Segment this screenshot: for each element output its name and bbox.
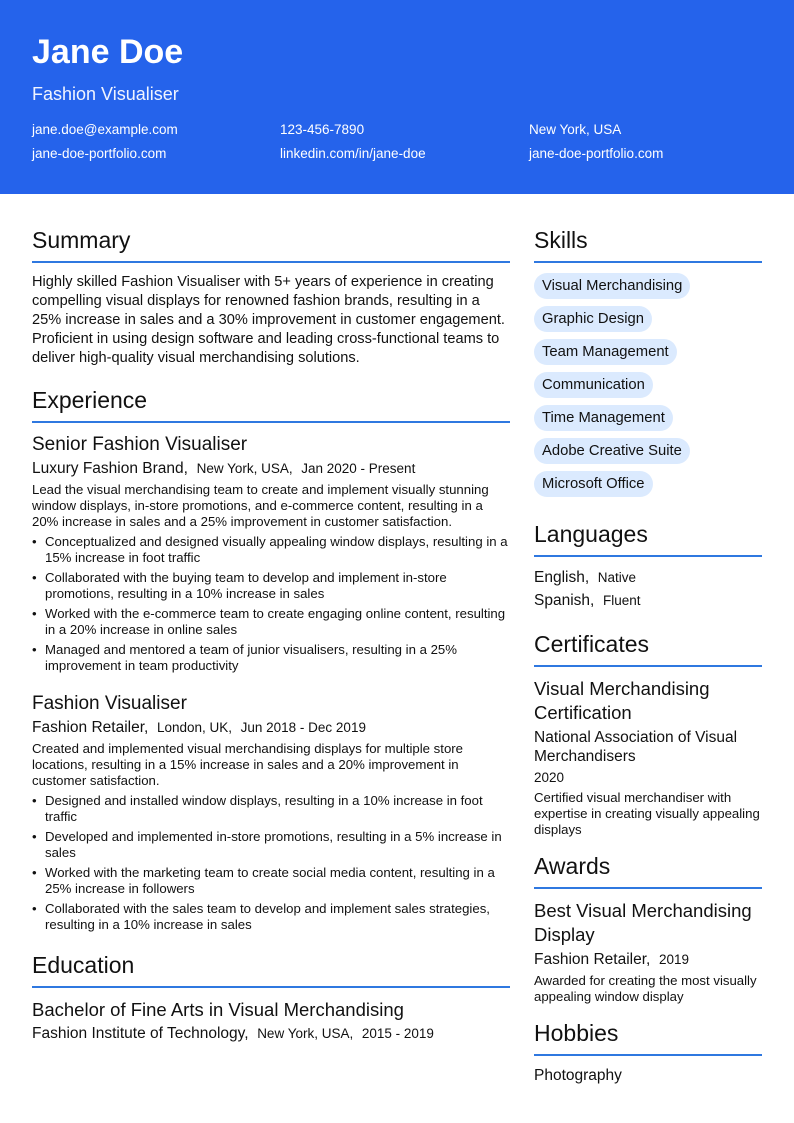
side-column	[534, 226, 762, 1086]
certificate-name: Visual Merchandising Certification	[534, 678, 710, 723]
language-name: Spanish,	[534, 592, 595, 609]
skills-list	[534, 273, 762, 504]
award-year: 2019	[658, 952, 689, 967]
skill-chip: Microsoft Office	[534, 471, 653, 497]
contact-phone[interactable]: 123-456-7890	[280, 122, 365, 137]
language-item	[534, 567, 762, 588]
skill-chip: Time Management	[534, 405, 673, 431]
list-item: • Collaborated with the sales team to develop and implement sales strategies, resulting in a 10% increase in sales	[32, 901, 510, 933]
job-description: Lead the visual merchandising team to create and implement visually stunning window displays, in-store promotions, and e-commerce content, resulting in a 20% increase in sales and a 25% improvement in customer satisfaction.	[32, 482, 489, 529]
skill-chip: Visual Merchandising	[534, 273, 690, 299]
list-item: • Developed and implemented in-store promotions, resulting in a 5% increase in sales	[32, 829, 510, 861]
job-location: London, UK,	[156, 720, 232, 735]
contact-email[interactable]: jane.doe@example.com	[32, 122, 178, 137]
skill-chip: Adobe Creative Suite	[534, 438, 690, 464]
award-name: Best Visual Merchandising Display	[534, 900, 752, 945]
certificate-org: National Association of Visual Merchandisers	[534, 729, 738, 765]
job-description: Created and implemented visual merchandising displays for multiple store locations, resulting in a 15% increase in sales and a 20% improvement in customer satisfaction.	[32, 741, 464, 788]
award-description: Awarded for creating the most visually appealing window display	[534, 973, 757, 1004]
job-company: Luxury Fashion Brand,	[32, 460, 188, 477]
languages-heading: Languages	[534, 520, 762, 557]
job-company: Fashion Retailer,	[32, 719, 149, 736]
job-bullets	[32, 793, 510, 933]
summary-text: Highly skilled Fashion Visualiser with 5+ years of experience in creating compelling visual displays for renowned fashion brands, resulting in a 25% increase in sales and a 30% improvement in customer engagement. Proficient in using design software and leading cross-functional teams to deliver high-quality visual merchandising solutions.	[32, 274, 505, 366]
experience-entry	[32, 433, 510, 674]
list-item: • Managed and mentored a team of junior visualisers, resulting in a 25% improvement in team productivity	[32, 642, 510, 674]
hobby-item: Photography	[534, 1067, 622, 1084]
resume-header	[0, 0, 794, 194]
education-meta	[32, 1024, 510, 1044]
award-org: Fashion Retailer,	[534, 951, 651, 968]
job-meta	[32, 459, 510, 479]
language-item	[534, 590, 762, 611]
experience-entry	[32, 692, 510, 933]
candidate-name: Jane Doe	[32, 33, 184, 71]
job-dates: Jun 2018 - Dec 2019	[240, 720, 366, 735]
job-bullets	[32, 534, 510, 674]
education-degree: Bachelor of Fine Arts in Visual Merchandising	[32, 999, 404, 1020]
main-column	[32, 226, 510, 1047]
award-meta	[534, 950, 762, 969]
certificate-year: 2020	[534, 770, 565, 785]
job-title: Fashion Visualiser	[32, 693, 187, 714]
language-level: Fluent	[602, 593, 641, 608]
education-school: Fashion Institute of Technology,	[32, 1025, 249, 1042]
experience-heading: Experience	[32, 386, 510, 423]
job-title: Senior Fashion Visualiser	[32, 434, 248, 455]
skills-heading: Skills	[534, 226, 762, 263]
summary-heading: Summary	[32, 226, 510, 263]
certificates-heading: Certificates	[534, 630, 762, 667]
contact-linkedin[interactable]: linkedin.com/in/jane-doe	[280, 146, 426, 161]
education-heading: Education	[32, 951, 510, 988]
skill-chip: Communication	[534, 372, 653, 398]
candidate-role: Fashion Visualiser	[32, 84, 179, 104]
list-item: • Worked with the marketing team to create social media content, resulting in a 25% increase in followers	[32, 865, 510, 897]
list-item: • Conceptualized and designed visually appealing window displays, resulting in a 15% increase in foot traffic	[32, 534, 510, 566]
job-dates: Jan 2020 - Present	[301, 461, 416, 476]
contact-website[interactable]: jane-doe-portfolio.com	[32, 146, 167, 161]
education-location: New York, USA,	[257, 1026, 354, 1041]
skill-chip: Team Management	[534, 339, 677, 365]
contact-location: New York, USA	[529, 122, 622, 137]
education-dates: 2015 - 2019	[361, 1026, 434, 1041]
hobbies-heading: Hobbies	[534, 1019, 762, 1056]
job-meta	[32, 718, 510, 738]
list-item: • Collaborated with the buying team to develop and implement in-store promotions, resulting in a 10% increase in sales	[32, 570, 510, 602]
awards-heading: Awards	[534, 852, 762, 889]
job-location: New York, USA,	[196, 461, 293, 476]
certificate-description: Certified visual merchandiser with expertise in creating visually appealing displays	[534, 790, 760, 837]
languages-list	[534, 567, 762, 611]
language-level: Native	[597, 570, 637, 585]
contact-portfolio[interactable]: jane-doe-portfolio.com	[529, 146, 664, 161]
skill-chip: Graphic Design	[534, 306, 652, 332]
language-name: English,	[534, 569, 590, 586]
list-item: • Worked with the e-commerce team to create engaging online content, resulting in a 20% increase in online sales	[32, 606, 510, 638]
list-item: • Designed and installed window displays, resulting in a 10% increase in foot traffic	[32, 793, 510, 825]
